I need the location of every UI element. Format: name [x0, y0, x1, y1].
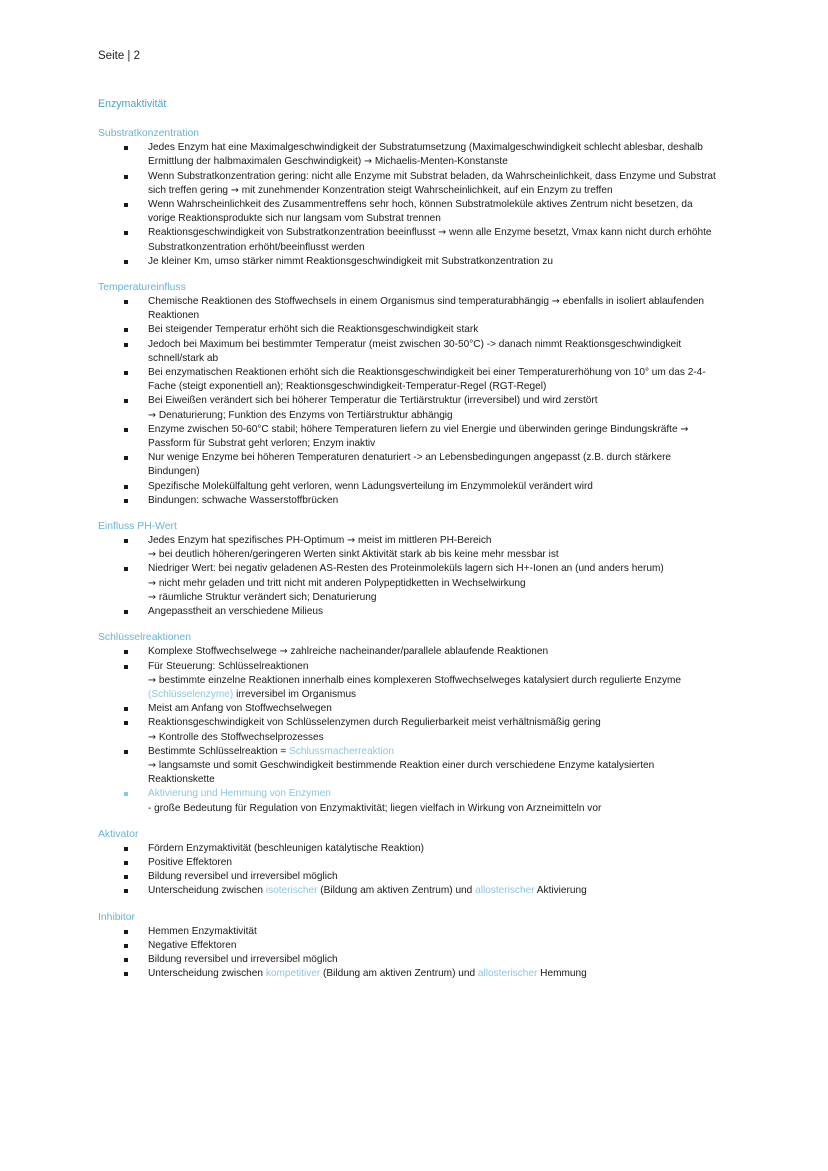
text-line: [148, 170, 738, 184]
list-item: [98, 480, 738, 494]
text-line: [148, 451, 738, 465]
text-segment: Reaktionsgeschwindigkeit von Schlüsselenzymen durch Regulierbarkeit meist verhältnismäßig gering: [148, 717, 601, 729]
section-heading: Schlüsselreaktionen: [98, 632, 191, 644]
list-item: [98, 605, 738, 619]
arrow-right-icon: →: [148, 577, 157, 589]
section-einfluss-ph-wert: [98, 520, 738, 619]
text-segment: Bindungen: schwache Wasserstoffbrücken: [148, 494, 339, 506]
square-bullet-icon: [124, 485, 128, 489]
text-line: [148, 731, 738, 745]
square-bullet-icon: [124, 750, 128, 754]
text-segment: Reaktionen: [148, 310, 200, 322]
list-item: [98, 702, 738, 716]
list-item: [98, 925, 738, 939]
text-line: [148, 155, 738, 169]
list-item: [98, 953, 738, 967]
square-bullet-icon: [124, 972, 128, 976]
text-segment: Jedes Enzym hat eine Maximalgeschwindigkeit der Substratumsetzung (Maximalgeschwindigkeit schlecht ablesbar, deshalb: [148, 142, 703, 154]
text-segment: bei deutlich höheren/geringeren Werten sinkt Aktivität stark ab bis keine mehr messbar ist: [156, 549, 559, 561]
text-line: [148, 884, 738, 898]
text-segment: Negative Effektoren: [148, 939, 237, 951]
text-segment: (Bildung am aktiven Zentrum) und: [317, 885, 476, 897]
arrow-right-icon: →: [148, 674, 157, 686]
document-title: Enzymaktivität: [98, 98, 167, 110]
list-item: [98, 141, 738, 169]
list-item: [98, 967, 738, 981]
highlighted-term: (Schlüsselenzyme): [148, 688, 234, 700]
arrow-right-icon: →: [438, 227, 447, 239]
list-item: [98, 295, 738, 323]
text-segment: - große Bedeutung für Regulation von Enzymaktivität; liegen vielfach in Wirkung von Arzneimitteln vor: [148, 802, 602, 814]
text-segment: bestimmte einzelne Reaktionen innerhalb eines komplexeren Stoffwechselweges katalysiert durch regulierte Enzyme: [156, 674, 682, 686]
sections-container: [98, 127, 738, 981]
list-item: [98, 255, 738, 269]
text-line: [148, 702, 738, 716]
text-segment: Unterscheidung zwischen: [148, 885, 266, 897]
text-line: [148, 212, 738, 226]
text-segment: sich treffen gering: [148, 184, 231, 196]
list-item: [98, 856, 738, 870]
text-segment: Komplexe Stoffwechselwege: [148, 646, 280, 658]
square-bullet-icon: [124, 499, 128, 503]
section-schlüsselreaktionen: [98, 631, 738, 815]
document-body: [98, 97, 738, 993]
text-line: [148, 745, 738, 759]
text-segment: Bei steigender Temperatur erhöht sich die Reaktionsgeschwindigkeit stark: [148, 324, 479, 336]
square-bullet-icon: [124, 371, 128, 375]
square-bullet-icon: [124, 343, 128, 347]
arrow-right-icon: →: [148, 591, 157, 603]
square-bullet-icon: [124, 930, 128, 934]
arrow-right-icon: →: [551, 296, 560, 308]
text-segment: Spezifische Molekülfaltung geht verloren, wenn Ladungsverteilung im Enzymmolekül verändert wird: [148, 480, 593, 492]
text-segment: Bindungen): [148, 466, 200, 478]
text-segment: Wenn Wahrscheinlichkeit des Zusammentreffens sehr hoch, können Substratmoleküle aktives Zentrum nicht besetzen, da: [148, 199, 693, 211]
list-item: [98, 366, 738, 394]
text-line: [148, 366, 738, 380]
square-bullet-icon: [124, 456, 128, 460]
text-segment: Michaelis-Menten-Konstanste: [372, 156, 508, 168]
text-segment: Niedriger Wert: bei negativ geladenen AS-Resten des Proteinmoleküls lagern sich H+-Ionen an (und anders herum): [148, 563, 664, 575]
list-item: [98, 323, 738, 337]
text-line: [148, 548, 738, 562]
highlighted-term: kompetitiver: [265, 968, 321, 980]
section-inhibitor: [98, 911, 738, 982]
text-segment: Jedoch bei Maximum bei bestimmter Temperatur (meist zwischen 30-50°C) -> danach nimmt Reaktionsgeschwindigkeit: [148, 338, 682, 350]
square-bullet-icon: [124, 399, 128, 403]
bullet-list: [98, 534, 738, 619]
text-line: [148, 842, 738, 856]
text-segment: räumliche Struktur verändert sich; Denaturierung: [156, 591, 377, 603]
text-line: [148, 352, 738, 366]
text-segment: vorige Reaktionsprodukte sich nur langsam vom Substrat trennen: [148, 213, 441, 225]
list-item: [98, 842, 738, 856]
list-item: [98, 884, 738, 898]
text-segment: nicht mehr geladen und tritt nicht mit anderen Polypeptidketten in Wechselwirkung: [156, 577, 526, 589]
text-segment: Bildung reversibel und irreversibel möglich: [148, 953, 338, 965]
text-segment: mit zunehmender Konzentration steigt Wahrscheinlichkeit, auf ein Enzym zu treffen: [238, 184, 613, 196]
text-line: [148, 787, 738, 801]
section-temperatureinfluss: [98, 281, 738, 508]
square-bullet-icon: [124, 428, 128, 432]
highlighted-term: isoterischer: [265, 885, 318, 897]
text-line: [148, 759, 738, 773]
square-bullet-icon: [124, 175, 128, 179]
text-line: [148, 534, 738, 548]
text-line: [148, 688, 738, 702]
text-line: [148, 645, 738, 659]
section-heading: Substratkonzentration: [98, 128, 200, 140]
list-item: [98, 394, 738, 422]
square-bullet-icon: [124, 958, 128, 962]
section-substratkonzentration: [98, 127, 738, 269]
text-line: [148, 773, 738, 787]
text-segment: Nur wenige Enzyme bei höheren Temperaturen denaturiert -> an Lebensbedingungen angepasst (z.B. durch stärkere: [148, 452, 672, 464]
arrow-right-icon: →: [230, 184, 239, 196]
square-bullet-icon: [124, 260, 128, 264]
text-segment: Hemmung: [537, 968, 587, 980]
list-item: [98, 494, 738, 508]
text-line: [148, 870, 738, 884]
text-line: [148, 295, 738, 309]
text-segment: Bei enzymatischen Reaktionen erhöht sich die Reaktionsgeschwindigkeit bei einer Temperaturerhöhung von 10° um das 2-4-: [148, 367, 706, 379]
list-item: [98, 170, 738, 198]
text-segment: Für Steuerung: Schlüsselreaktionen: [148, 660, 309, 672]
text-line: [148, 338, 738, 352]
page-number: Seite | 2: [98, 50, 140, 62]
text-segment: Fördern Enzymaktivität (beschleunigen katalytische Reaktion): [148, 842, 425, 854]
text-segment: Positive Effektoren: [148, 856, 232, 868]
text-line: [148, 226, 738, 240]
text-line: [148, 184, 738, 198]
square-bullet-icon: [124, 707, 128, 711]
highlighted-term: allosterischer: [475, 885, 535, 897]
text-line: [148, 465, 738, 479]
arrow-right-icon: →: [279, 646, 288, 658]
arrow-right-icon: →: [148, 759, 157, 771]
text-line: [148, 591, 738, 605]
text-segment: irreversibel im Organismus: [233, 688, 357, 700]
text-segment: Enzyme zwischen 50-60°C stabil; höhere Temperaturen liefern zu viel Energie und überwinden geringe Bindungskräfte: [148, 423, 681, 435]
text-line: [148, 323, 738, 337]
text-line: [148, 309, 738, 323]
bullet-list: [98, 925, 738, 982]
square-bullet-icon: [124, 847, 128, 851]
list-item: [98, 645, 738, 659]
section-heading: Einfluss PH-Wert: [98, 521, 177, 533]
square-bullet-icon: [124, 231, 128, 235]
text-segment: Angepasstheit an verschiedene Milieus: [148, 606, 324, 618]
square-bullet-icon: [124, 665, 128, 669]
square-bullet-icon: [124, 889, 128, 893]
text-segment: Aktivierung: [534, 885, 587, 897]
text-line: [148, 198, 738, 212]
arrow-right-icon: →: [148, 409, 157, 421]
text-segment: Bei Eiweißen verändert sich bei höherer Temperatur die Tertiärstruktur (irreversibel) und wird zerstört: [148, 395, 598, 407]
section-heading: Temperatureinfluss: [98, 282, 186, 294]
text-segment: Kontrolle des Stoffwechselprozesses: [156, 731, 324, 743]
list-item: [98, 226, 738, 254]
square-bullet-icon: [124, 203, 128, 207]
square-bullet-icon: [124, 567, 128, 571]
text-segment: Chemische Reaktionen des Stoffwechsels in einem Organismus sind temperaturabhängig: [148, 296, 552, 308]
text-line: [148, 494, 738, 508]
list-item: [98, 660, 738, 703]
bullet-list: [98, 295, 738, 508]
list-item: [98, 870, 738, 884]
text-segment: Denaturierung; Funktion des Enzyms von Tertiärstruktur abhängig: [156, 409, 453, 421]
text-line: [148, 409, 738, 423]
text-line: [148, 480, 738, 494]
square-bullet-icon: [124, 610, 128, 614]
text-line: [148, 953, 738, 967]
highlighted-term: Aktivierung und Hemmung von Enzymen: [148, 788, 331, 800]
text-line: [148, 380, 738, 394]
text-line: [148, 605, 738, 619]
text-segment: Unterscheidung zwischen: [148, 968, 266, 980]
list-item: [98, 562, 738, 605]
section-aktivator: [98, 828, 738, 899]
list-item: [98, 423, 738, 451]
square-bullet-icon: [124, 300, 128, 304]
text-segment: Je kleiner Km, umso stärker nimmt Reaktionsgeschwindigkeit mit Substratkonzentration zu: [148, 255, 554, 267]
text-line: [148, 423, 738, 437]
text-segment: Meist am Anfang von Stoffwechselwegen: [148, 703, 332, 715]
square-bullet-icon: [124, 539, 128, 543]
bullet-list: [98, 645, 738, 815]
list-item: [98, 787, 738, 815]
square-bullet-icon: [124, 650, 128, 654]
text-segment: (Bildung am aktiven Zentrum) und: [320, 968, 478, 980]
text-line: [148, 394, 738, 408]
square-bullet-icon: [124, 875, 128, 879]
text-segment: zahlreiche nacheinander/parallele ablaufende Reaktionen: [287, 646, 549, 658]
square-bullet-icon: [124, 792, 128, 796]
list-item: [98, 716, 738, 744]
text-line: [148, 255, 738, 269]
square-bullet-icon: [124, 328, 128, 332]
list-item: [98, 534, 738, 562]
arrow-right-icon: →: [364, 156, 373, 168]
text-segment: wenn alle Enzyme besetzt, Vmax kann nicht durch erhöhte: [446, 227, 712, 239]
bullet-list: [98, 842, 738, 899]
text-segment: ebenfalls in isoliert ablaufenden: [559, 296, 705, 308]
list-item: [98, 745, 738, 788]
text-line: [148, 802, 738, 816]
square-bullet-icon: [124, 944, 128, 948]
arrow-right-icon: →: [148, 549, 157, 561]
text-segment: Reaktionsgeschwindigkeit von Substratkonzentration beeinflusst: [148, 227, 439, 239]
text-segment: Reaktionskette: [148, 774, 215, 786]
text-line: [148, 967, 738, 981]
arrow-right-icon: →: [680, 423, 689, 435]
text-line: [148, 939, 738, 953]
text-segment: meist im mittleren PH-Bereich: [355, 535, 492, 547]
text-line: [148, 241, 738, 255]
text-line: [148, 660, 738, 674]
text-line: [148, 141, 738, 155]
list-item: [98, 451, 738, 479]
list-item: [98, 198, 738, 226]
text-segment: Bestimmte Schlüsselreaktion =: [148, 745, 290, 757]
highlighted-term: Schlussmacherreaktion: [289, 745, 395, 757]
text-segment: Jedes Enzym hat spezifisches PH-Optimum: [148, 535, 348, 547]
text-segment: langsamste und somit Geschwindigkeit bestimmende Reaktion einer durch verschiedene Enzyme katalysierten: [156, 759, 655, 771]
highlighted-term: allosterischer: [477, 968, 538, 980]
list-item: [98, 338, 738, 366]
text-line: [148, 562, 738, 576]
square-bullet-icon: [124, 721, 128, 725]
text-line: [148, 437, 738, 451]
bullet-list: [98, 141, 738, 269]
arrow-right-icon: →: [148, 731, 157, 743]
square-bullet-icon: [124, 146, 128, 150]
text-segment: Passform für Substrat geht verloren; Enzym inaktiv: [148, 438, 376, 450]
text-segment: Wenn Substratkonzentration gering: nicht alle Enzyme mit Substrat beladen, da Wahrscheinlichkeit, dass Enzyme und Substrat: [148, 170, 716, 182]
text-line: [148, 577, 738, 591]
text-line: [148, 674, 738, 688]
section-heading: Aktivator: [98, 828, 139, 840]
text-line: [148, 716, 738, 730]
text-segment: Ermittlung der halbmaximalen Geschwindigkeit): [148, 156, 364, 168]
text-segment: Hemmen Enzymaktivität: [148, 925, 257, 937]
text-line: [148, 856, 738, 870]
text-segment: schnell/stark ab: [148, 352, 219, 364]
text-segment: Fache (steigt exponentiell an); Reaktionsgeschwindigkeit-Temperatur-Regel (RGT-Regel): [148, 381, 547, 393]
section-heading: Inhibitor: [98, 911, 135, 923]
text-segment: Substratkonzentration erhöht/beeinflusst werden: [148, 241, 365, 253]
text-segment: Bildung reversibel und irreversibel möglich: [148, 871, 338, 883]
square-bullet-icon: [124, 861, 128, 865]
arrow-right-icon: →: [347, 535, 356, 547]
list-item: [98, 939, 738, 953]
text-line: [148, 925, 738, 939]
